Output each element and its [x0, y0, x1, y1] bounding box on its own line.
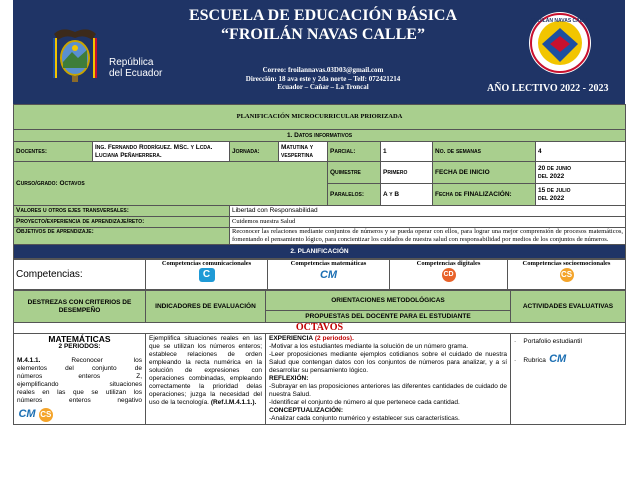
competencias-matematicas-label: Competencias matemáticas — [290, 260, 367, 267]
experiencia-periods: (2 periodos). — [314, 335, 354, 342]
destreza-line-2: elementos del conjunto de — [17, 365, 142, 372]
objetivos-value: Reconocer las relaciones mediante conjuntos de números y se pueda operar con ellos, para lograr una mejor comprensión de procesos matemáticos, fomentando el pensamiento lógico, para concientizar los cuidados de nuestra salud con responsabilidad por medios de los conjuntos de números. — [230, 228, 626, 245]
parcial-label: Parcial: — [328, 142, 381, 162]
propuestas-cell — [266, 334, 511, 425]
fecha-inicio-line-2: del 2022 — [538, 172, 565, 180]
section-planificacion: 2. PLANIFICACIÓN — [14, 245, 626, 259]
docentes-value — [93, 142, 230, 162]
actividades-cell — [511, 334, 626, 425]
competencias-comunicacionales — [146, 260, 268, 290]
proyecto-value: Cuidemos nuestra Salud — [230, 217, 626, 228]
digital-icon: CD — [442, 268, 456, 282]
fecha-inicio-label: FECHA DE INICIO — [433, 162, 536, 184]
destreza-line-4: ejemplificando situaciones — [17, 381, 142, 388]
school-contact — [163, 66, 483, 92]
subject-title: MATEMÁTICAS — [48, 334, 111, 344]
objetivos-label: Objetivos de aprendizaje: — [14, 228, 230, 245]
competencias-digitales — [390, 260, 508, 290]
competencias-socioemocionales-label: Competencias socioemocionales — [522, 260, 611, 267]
info-table — [13, 104, 626, 259]
competencias-comunicacionales-label: Competencias comunicacionales — [161, 260, 252, 267]
ecuador-coat-of-arms-icon — [50, 24, 100, 84]
fecha-inicio-line-1: 20 de junio — [538, 164, 572, 172]
country-line-1: República — [109, 57, 154, 68]
reflexion-item-1: -Subrayar en las proposiciones anteriores las diferentes cantidades de cuidado de nuestra Salud. — [269, 383, 507, 398]
school-name — [163, 6, 483, 44]
column-orientaciones: ORIENTACIONES METODOLÓGICAS — [266, 291, 511, 311]
curso-label: Curso/grado: Octavos — [14, 162, 328, 206]
header-banner — [13, 0, 625, 104]
jornada-value-line-2: vespertina — [281, 151, 313, 159]
destreza-line-1 — [17, 357, 142, 365]
valores-label: Valores u otros ejes transversales: — [14, 206, 230, 217]
bullet-icon: · — [514, 357, 517, 364]
country-line-2: del Ecuador — [109, 68, 163, 79]
indicador-reference: (Ref.I.M.4.1.1.). — [210, 399, 257, 406]
paralelos-label: Paralelos: — [328, 184, 381, 206]
page-title: PLANIFICACIÓN MICROCURRICULAR PRIORIZADA — [14, 105, 626, 130]
actividad-1-label: Portafolio estudiantil — [523, 338, 582, 345]
fecha-fin-label: Fecha de FINALIZACIÓN: — [433, 184, 536, 206]
competencias-digitales-label: Competencias digitales — [416, 260, 481, 267]
school-name-line-1: ESCUELA DE EDUCACIÓN BÁSICA — [188, 7, 458, 24]
valores-value: Libertad con Responsabilidad — [230, 206, 626, 217]
destreza-cell — [14, 334, 146, 425]
destreza-line-5: reales en las que se utilizan los — [17, 389, 142, 396]
fecha-inicio-value — [536, 162, 626, 184]
jornada-value-line-1: Matutina y — [281, 143, 314, 151]
experiencia-label: EXPERIENCIA — [269, 335, 314, 342]
docentes-label: Docentes: — [14, 142, 93, 162]
competencias-table — [13, 259, 626, 290]
semanas-value: 4 — [536, 142, 626, 162]
subject-periods: 2 PERIODOS: — [58, 343, 101, 350]
parcial-value: 1 — [381, 142, 433, 162]
matematica-icon: CM — [549, 353, 567, 365]
logo-text: FROILÁN NAVAS CALLE — [530, 18, 590, 24]
competencias-label: Competencias: — [14, 260, 146, 290]
docentes-value-line-2: Luciana Peñaherrera. — [95, 151, 162, 159]
fecha-fin-line-2: del 2022 — [538, 194, 565, 202]
competencias-socioemocionales — [508, 260, 626, 290]
actividad-item-1 — [514, 338, 622, 346]
experiencia-item-1: -Motivar a los estudiantes mediante la solución de un número grama. — [269, 343, 469, 350]
destreza-line-6: números enteros negativo — [17, 397, 142, 404]
section-datos-informativos: 1. Datos informativos — [14, 130, 626, 142]
school-address: Dirección: 18 ava este y 2da norte – Telf: 072421214 — [245, 74, 401, 83]
bullet-icon: · — [514, 338, 517, 345]
fecha-fin-line-1: 15 de julio — [538, 186, 571, 194]
conceptualizacion-item-1: -Analizar cada conjunto numérico y establecer sus características. — [269, 415, 460, 422]
matematica-icon: CM — [319, 269, 338, 281]
actividad-2-label: Rubrica — [523, 357, 546, 364]
docentes-value-line-1: Ing. Fernando Rodríguez. MSc. y Lcda. — [95, 143, 213, 151]
school-logo-icon — [526, 10, 594, 76]
column-indicadores: INDICADORES DE EVALUACIÓN — [146, 291, 266, 323]
planning-document — [13, 104, 625, 490]
comunicacional-icon: C — [199, 268, 215, 282]
indicador-cell — [146, 334, 266, 425]
school-name-line-2: “FROILÁN NAVAS CALLE” — [221, 26, 425, 43]
destreza-icons — [17, 407, 142, 422]
column-actividades: ACTIVIDADES EVALUATIVAS — [511, 291, 626, 323]
octavos-heading: OCTAVOS — [14, 323, 626, 334]
conceptualizacion-heading: CONCEPTUALIZACIÓN: — [269, 407, 344, 414]
experiencia-item-2: -Leer proposiciones mediante ejemplos cotidianos sobre el cuidado de nuestra Salud que contengan datos con los conjuntos de números para analizar, y a sí desarrollar su pensamiento lógico. — [269, 351, 507, 374]
fecha-fin-value — [536, 184, 626, 206]
jornada-label: Jornada: — [230, 142, 279, 162]
quimestre-value: Primero — [381, 162, 433, 184]
proyecto-label: Proyecto/experiencia de aprendizaje/reto: — [14, 217, 230, 228]
planning-table — [13, 290, 626, 425]
reflexion-item-2: -Identificar el conjunto de número al que pertenece cada cantidad. — [269, 399, 460, 406]
destreza-part-1: Reconocer los — [71, 357, 142, 364]
jornada-value — [279, 142, 328, 162]
experiencia-heading — [269, 335, 507, 343]
matematica-icon: CM — [18, 408, 36, 420]
destreza-line-3: números enteros Z, — [17, 373, 142, 380]
reflexion-heading: REFLEXIÓN: — [269, 375, 309, 382]
socioemocional-icon: CS — [39, 408, 53, 422]
quimestre-label: Quimestre — [328, 162, 381, 184]
country-name — [109, 57, 162, 79]
destreza-code: M.4.1.1. — [17, 357, 41, 364]
competencias-matematicas — [268, 260, 390, 290]
actividad-item-2 — [514, 352, 622, 366]
semanas-label: No. de semanas — [433, 142, 536, 162]
school-location: Ecuador – Cañar – La Troncal — [277, 83, 369, 91]
column-destrezas: DESTREZAS CON CRITERIOS DE DESEMPEÑO — [14, 291, 146, 323]
school-email: Correo: froilannavas.03D03@gmail.com — [262, 66, 384, 74]
school-year: AÑO LECTIVO 2022 - 2023 — [487, 83, 609, 94]
indicador-text: Ejemplifica situaciones reales en las que se utilizan los números enteros; establece relaciones de orden empleando la recta numérica en la solución de expresiones con operaciones combinadas, empleando correctamente la prioridad delas operaciones; juzga la necesidad del uso de la tecnología. — [149, 335, 262, 406]
socioemocional-icon: CS — [560, 268, 574, 282]
paralelos-value: A y B — [381, 184, 433, 206]
column-propuestas: PROPUESTAS DEL DOCENTE PARA EL ESTUDIANTE — [266, 311, 511, 323]
